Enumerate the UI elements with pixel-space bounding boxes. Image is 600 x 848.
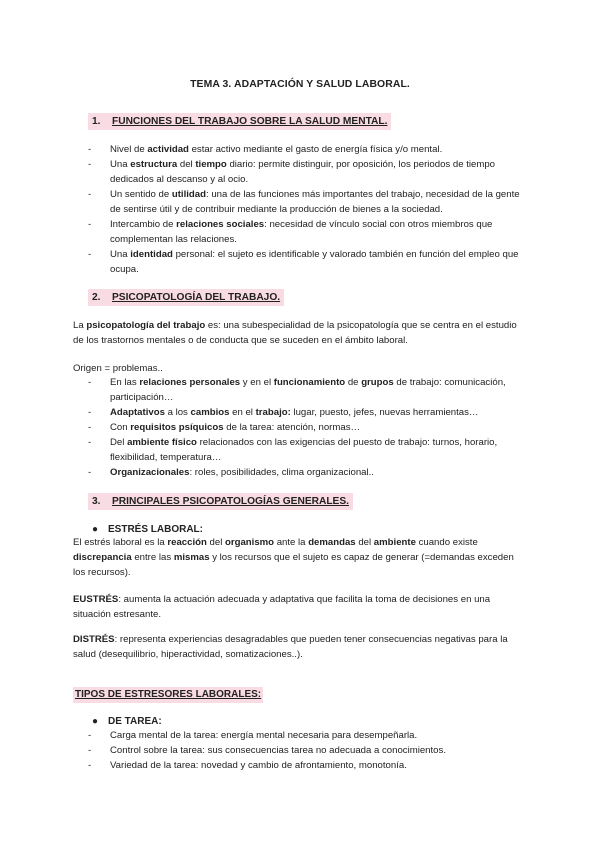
task-stressor-list (88, 728, 528, 773)
list-item: - Una estructura del tiempo diario: permite distinguir, por oposición, los periodos de tiempo dedicados al descanso y al ocio. (88, 157, 528, 187)
section-1-list (88, 142, 528, 277)
list-item: - Adaptativos a los cambios en el trabajo: lugar, puesto, jefes, nuevas herramientas… (88, 405, 528, 420)
list-item: - En las relaciones personales y en el funcionamiento de grupos de trabajo: comunicación, participación… (88, 375, 528, 405)
section-2-number: 2. (92, 292, 101, 303)
stressor-types-heading: TIPOS DE ESTRESORES LABORALES: (73, 687, 263, 703)
distres-paragraph: DISTRÉS: representa experiencias desagradables que pueden tener consecuencias negativas para la salud (desequilibrio, hiperactividad, somatizaciones..). (73, 634, 508, 660)
section-2-title: PSICOPATOLOGÍA DEL TRABAJO. (112, 292, 281, 303)
bullet-icon: ● (92, 716, 99, 727)
list-item: - Carga mental de la tarea: energía mental necesaria para desempeñarla. (88, 728, 528, 743)
list-item: - Con requisitos psíquicos de la tarea: atención, normas… (88, 420, 528, 435)
list-item: - Nivel de actividad estar activo mediante el gasto de energía física y/o mental. (88, 142, 528, 157)
origin-label: Origen = problemas.. (73, 363, 163, 374)
section-1-heading (88, 113, 391, 130)
section-3-heading (88, 493, 353, 510)
stress-definition: El estrés laboral es la reacción del organismo ante la demandas del ambiente cuando existe discrepancia entre las mismas y los recursos que el sujeto es capaz de generar (=demandas exceden los recursos). (73, 537, 514, 578)
section-3-number: 3. (92, 496, 101, 507)
task-stressor-heading: ● DE TAREA: (92, 716, 162, 727)
bullet-icon: ● (92, 524, 99, 535)
list-item: - Control sobre la tarea: sus consecuencias tarea no adecuada a conocimientos. (88, 743, 528, 758)
list-item: - Un sentido de utilidad: una de las funciones más importantes del trabajo, necesidad de la gente de sentirse útil y de contribuir mediante la producción de bienes a la sociedad. (88, 187, 528, 217)
list-item: - Del ambiente físico relacionados con las exigencias del puesto de trabajo: turnos, horario, flexibilidad, temperatura… (88, 435, 528, 465)
list-item: - Organizacionales: roles, posibilidades, clima organizacional.. (88, 465, 528, 480)
list-item: - Intercambio de relaciones sociales: necesidad de vínculo social con otros miembros que complementan las relaciones. (88, 217, 528, 247)
stress-heading: ● ESTRÉS LABORAL: (92, 524, 203, 535)
eustres-paragraph: EUSTRÉS: aumenta la actuación adecuada y adaptativa que facilita la toma de decisiones en una situación estresante. (73, 594, 491, 620)
section-1-number: 1. (92, 116, 101, 127)
list-item: - Variedad de la tarea: novedad y cambio de afrontamiento, monotonía. (88, 758, 528, 773)
page-title: TEMA 3. ADAPTACIÓN Y SALUD LABORAL. (190, 79, 410, 90)
section-2-heading (88, 289, 284, 306)
section-2-intro: La psicopatología del trabajo es: una subespecialidad de la psicopatología que se centra en el estudio de los trastornos mentales o de conducta que se suceden en el ámbito laboral. (73, 320, 517, 346)
section-2-list (88, 375, 528, 480)
list-item: - Una identidad personal: el sujeto es identificable y valorado también en función del empleo que ocupa. (88, 247, 528, 277)
section-1-title: FUNCIONES DEL TRABAJO SOBRE LA SALUD MENTAL. (112, 116, 388, 127)
section-3-title: PRINCIPALES PSICOPATOLOGÍAS GENERALES. (112, 496, 349, 507)
